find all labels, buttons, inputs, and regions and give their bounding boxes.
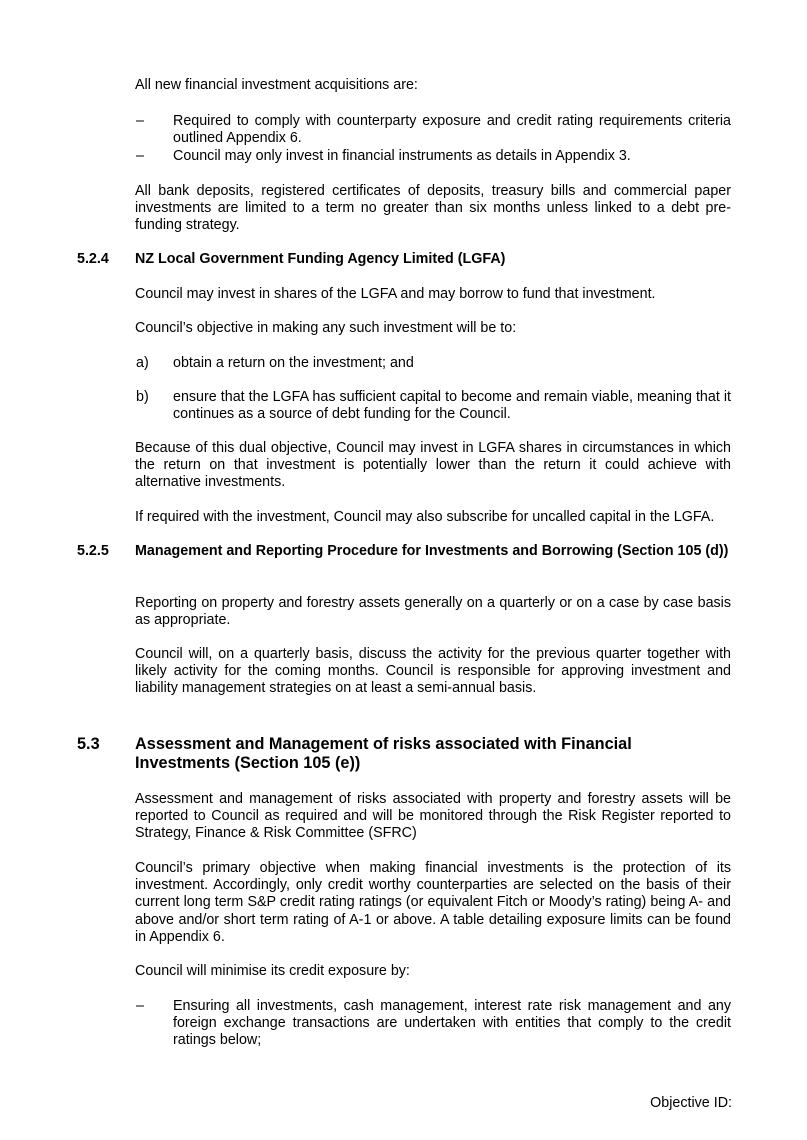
- paragraph: Assessment and management of risks associated with property and forestry assets will be reported to Council as required and will be monitored through the Risk Register reported to Strategy, Finance & Risk Committee (SFRC): [135, 791, 731, 842]
- list-marker: a): [136, 355, 149, 371]
- section-title: Assessment and Management of risks associated with Financial Investments (Section 105 (e)): [135, 735, 632, 772]
- bullet-marker: –: [136, 998, 144, 1014]
- bullet-text: Ensuring all investments, cash management, interest rate risk management and any foreign exchange transactions are undertaken with entities that comply to the credit ratings below;: [173, 998, 731, 1049]
- bullet-text: Council may only invest in financial instruments as details in Appendix 3.: [173, 148, 631, 164]
- list-item-text: obtain a return on the investment; and: [173, 355, 414, 371]
- paragraph: Reporting on property and forestry assets generally on a quarterly or on a case by case basis as appropriate.: [135, 595, 731, 629]
- footer-objective-id: Objective ID:: [650, 1095, 732, 1111]
- bullet-marker: –: [136, 113, 144, 129]
- paragraph: Because of this dual objective, Council may invest in LGFA shares in circumstances in which the return on that investment is potentially lower than the return it could achieve with alternative investments.: [135, 440, 731, 491]
- paragraph: If required with the investment, Council may also subscribe for uncalled capital in the LGFA.: [135, 509, 715, 525]
- section-number: 5.2.5: [77, 543, 109, 559]
- bullet-marker: –: [136, 148, 144, 164]
- paragraph: Council’s objective in making any such investment will be to:: [135, 320, 517, 336]
- paragraph: Council will minimise its credit exposure by:: [135, 963, 410, 979]
- list-marker: b): [136, 389, 149, 405]
- paragraph: Council will, on a quarterly basis, discuss the activity for the previous quarter together with likely activity for the coming months. Council is responsible for approving investment and liability management strategies on at least a semi-annual basis.: [135, 646, 731, 697]
- list-item-text: ensure that the LGFA has sufficient capital to become and remain viable, meaning that it continues as a source of debt funding for the Council.: [173, 389, 731, 423]
- section-number: 5.2.4: [77, 251, 109, 267]
- bullet-text: Required to comply with counterparty exposure and credit rating requirements criteria outlined Appendix 6.: [173, 113, 731, 147]
- bank-deposits-paragraph: All bank deposits, registered certificates of deposits, treasury bills and commercial paper investments are limited to a term no greater than six months unless linked to a debt pre-funding strategy.: [135, 183, 731, 234]
- paragraph: Council’s primary objective when making financial investments is the protection of its investment. Accordingly, only credit worthy counterparties are selected on the basis of their current long term S&P credit rating ratings (or equivalent Fitch or Moody’s rating) being A- and above and/or short term rating of A-1 or above. A table detailing exposure limits can be found in Appendix 6.: [135, 860, 731, 945]
- paragraph: Council may invest in shares of the LGFA and may borrow to fund that investment.: [135, 286, 656, 302]
- section-title: NZ Local Government Funding Agency Limited (LGFA): [135, 251, 506, 267]
- intro-paragraph: All new financial investment acquisitions are:: [135, 77, 418, 93]
- section-title: Management and Reporting Procedure for Investments and Borrowing (Section 105 (d)): [135, 543, 729, 559]
- section-number: 5.3: [77, 735, 100, 753]
